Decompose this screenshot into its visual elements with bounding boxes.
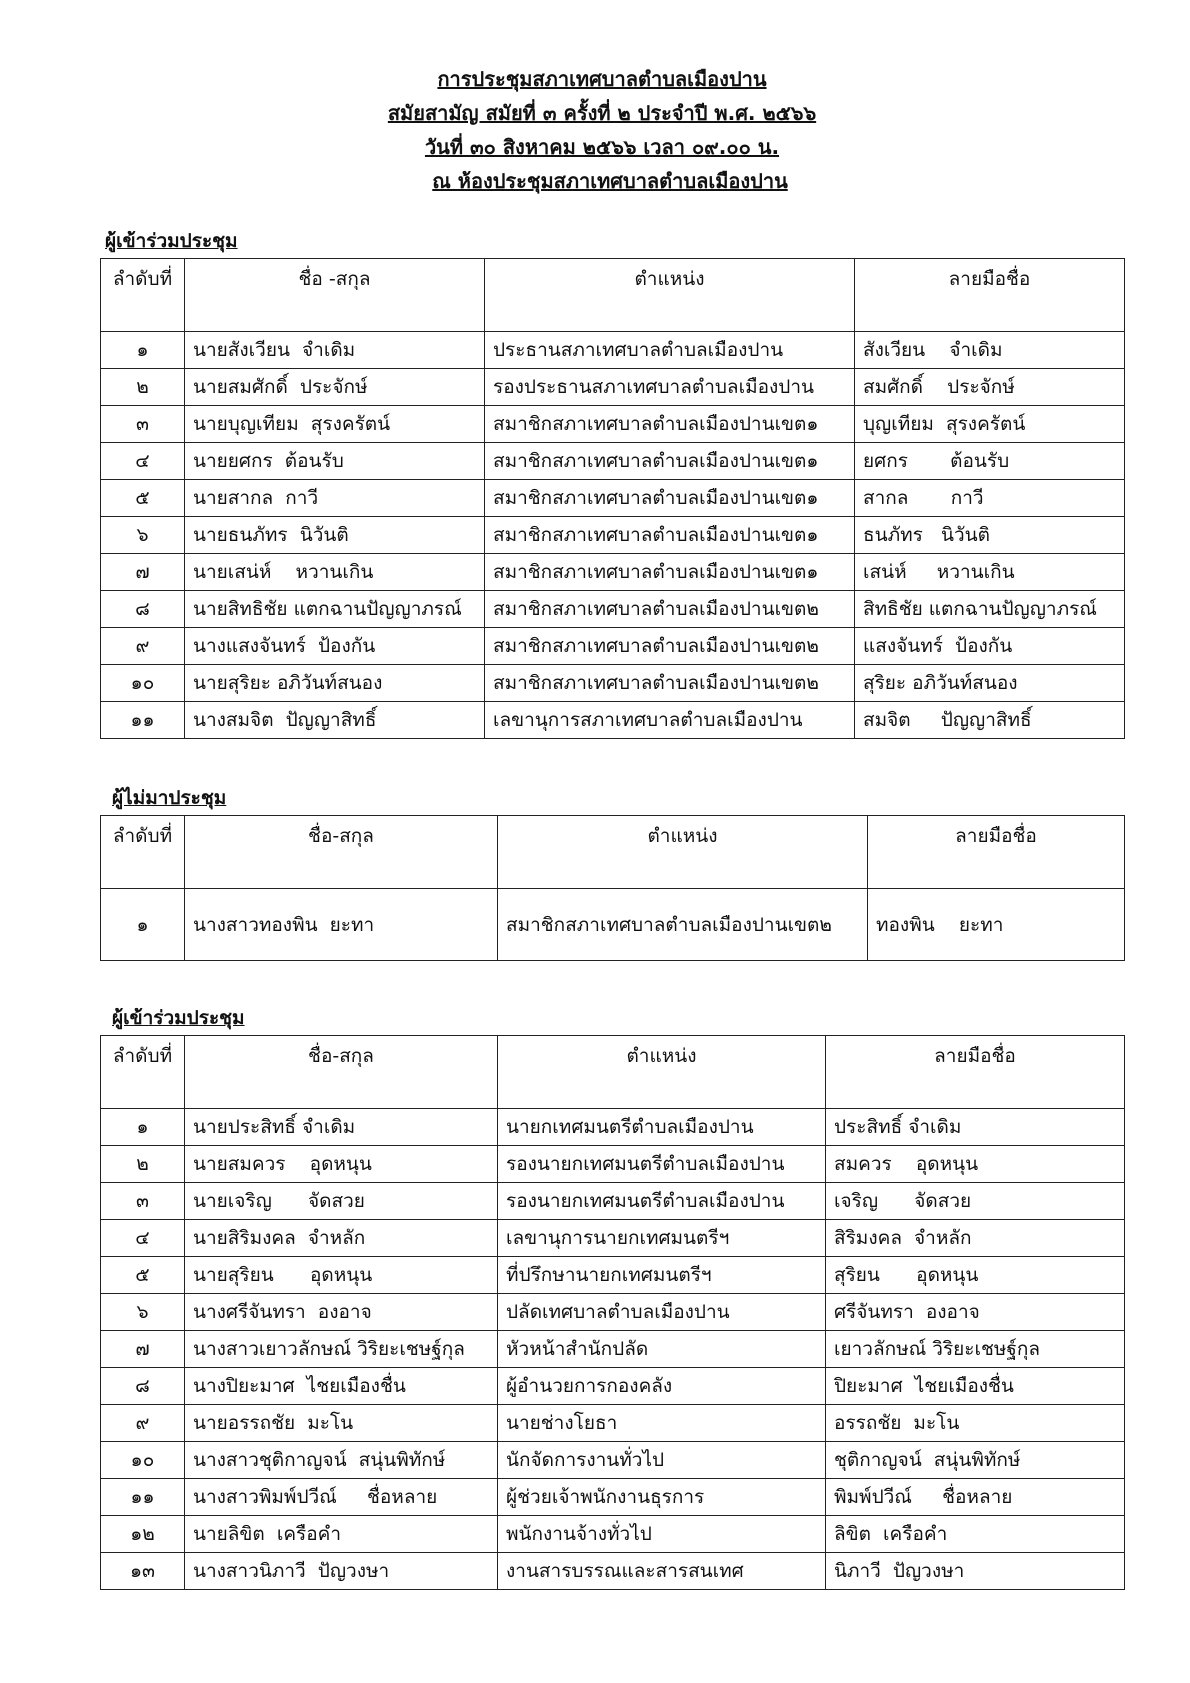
cell-signature: พิมพ์ปวีณ์ ชื่อหลาย: [826, 1479, 1125, 1516]
col-header-signature: ลายมือชื่อ: [855, 259, 1125, 332]
meeting-session: สมัยสามัญ สมัยที่ ๓ ครั้งที่ ๒ ประจำปี พ.ศ. ๒๕๖๖: [387, 101, 817, 125]
cell-position: รองนายกเทศมนตรีตำบลเมืองปาน: [498, 1183, 826, 1220]
table-row: [101, 517, 1125, 554]
cell-order: ๑๑: [101, 702, 185, 739]
cell-signature: สิทธิชัย แตกฉานปัญญาภรณ์: [855, 591, 1125, 628]
attendees-table: [100, 258, 1125, 739]
cell-name: นายยศกร ต้อนรับ: [185, 443, 485, 480]
cell-signature: ศรีจันทรา องอาจ: [826, 1294, 1125, 1331]
cell-signature: ทองพิน ยะทา: [868, 889, 1125, 961]
table-row: [101, 1331, 1125, 1368]
cell-name: นายเจริญ จัดสวย: [185, 1183, 498, 1220]
cell-order: ๑๒: [101, 1516, 185, 1553]
table-row: [101, 665, 1125, 702]
table-row: [101, 1479, 1125, 1516]
cell-position: สมาชิกสภาเทศบาลตำบลเมืองปานเขต๑: [485, 480, 855, 517]
col-header-position: ตำแหน่ง: [498, 1036, 826, 1109]
cell-name: นายเสน่ห์ หวานเกิน: [185, 554, 485, 591]
cell-signature: ลิขิต เครือคำ: [826, 1516, 1125, 1553]
cell-position: พนักงานจ้างทั่วไป: [498, 1516, 826, 1553]
cell-position: สมาชิกสภาเทศบาลตำบลเมืองปานเขต๒: [485, 665, 855, 702]
cell-name: นายสมศักดิ์ ประจักษ์: [185, 369, 485, 406]
table-row: [101, 1405, 1125, 1442]
cell-order: ๑๓: [101, 1553, 185, 1590]
cell-order: ๑๐: [101, 1442, 185, 1479]
cell-signature: สิริมงคล จำหลัก: [826, 1220, 1125, 1257]
cell-signature: สุริยน อุดหนุน: [826, 1257, 1125, 1294]
cell-order: ๗: [101, 554, 185, 591]
cell-order: ๙: [101, 1405, 185, 1442]
cell-position: สมาชิกสภาเทศบาลตำบลเมืองปานเขต๑: [485, 517, 855, 554]
cell-position: ประธานสภาเทศบาลตำบลเมืองปาน: [485, 332, 855, 369]
table-row: [101, 480, 1125, 517]
table-row: [101, 1109, 1125, 1146]
table-row: [101, 332, 1125, 369]
table-row: [101, 1146, 1125, 1183]
staff-attendees-table: [100, 1035, 1125, 1590]
cell-name: นางสมจิต ปัญญาสิทธิ์: [185, 702, 485, 739]
table-row: [101, 1516, 1125, 1553]
cell-order: ๘: [101, 1368, 185, 1405]
cell-order: ๖: [101, 1294, 185, 1331]
cell-order: ๔: [101, 1220, 185, 1257]
cell-signature: ประสิทธิ์ จำเดิม: [826, 1109, 1125, 1146]
cell-order: ๑: [101, 332, 185, 369]
cell-position: นักจัดการงานทั่วไป: [498, 1442, 826, 1479]
cell-position: ที่ปรึกษานายกเทศมนตรีฯ: [498, 1257, 826, 1294]
cell-signature: เยาวลักษณ์ วิริยะเชษฐ์กุล: [826, 1331, 1125, 1368]
cell-position: หัวหน้าสำนักปลัด: [498, 1331, 826, 1368]
col-header-order: ลำดับที่: [101, 259, 185, 332]
table-row: [101, 1368, 1125, 1405]
cell-position: ผู้อำนวยการกองคลัง: [498, 1368, 826, 1405]
cell-order: ๓: [101, 406, 185, 443]
cell-name: นายสากล กาวี: [185, 480, 485, 517]
cell-signature: ปิยะมาศ ไชยเมืองชื่น: [826, 1368, 1125, 1405]
cell-signature: แสงจันทร์ ป้องกัน: [855, 628, 1125, 665]
cell-order: ๖: [101, 517, 185, 554]
cell-order: ๑: [101, 889, 185, 961]
cell-position: ปลัดเทศบาลตำบลเมืองปาน: [498, 1294, 826, 1331]
col-header-position: ตำแหน่ง: [498, 816, 868, 889]
cell-position: รองประธานสภาเทศบาลตำบลเมืองปาน: [485, 369, 855, 406]
absentees-table: [100, 815, 1125, 961]
cell-signature: นิภาวี ปัญวงษา: [826, 1553, 1125, 1590]
col-header-name: ชื่อ-สกุล: [185, 816, 498, 889]
cell-order: ๕: [101, 480, 185, 517]
document-header: [0, 62, 1190, 198]
cell-signature: สุริยะ อภิวันท์สนอง: [855, 665, 1125, 702]
cell-name: นางสาวทองพิน ยะทา: [185, 889, 498, 961]
cell-signature: ยศกร ต้อนรับ: [855, 443, 1125, 480]
table-row: [101, 1553, 1125, 1590]
table-row: [101, 628, 1125, 665]
cell-signature: สมศักดิ์ ประจักษ์: [855, 369, 1125, 406]
cell-signature: สมจิต ปัญญาสิทธิ์: [855, 702, 1125, 739]
table-row: [101, 702, 1125, 739]
cell-order: ๕: [101, 1257, 185, 1294]
cell-position: รองนายกเทศมนตรีตำบลเมืองปาน: [498, 1146, 826, 1183]
cell-name: นางสาวนิภาวี ปัญวงษา: [185, 1553, 498, 1590]
meeting-title: การประชุมสภาเทศบาลตำบลเมืองปาน: [437, 67, 767, 91]
cell-signature: เจริญ จัดสวย: [826, 1183, 1125, 1220]
cell-order: ๔: [101, 443, 185, 480]
cell-signature: เสน่ห์ หวานเกิน: [855, 554, 1125, 591]
section-title-attendees: ผู้เข้าร่วมประชุม: [105, 230, 238, 252]
cell-name: นางปิยะมาศ ไชยเมืองชื่น: [185, 1368, 498, 1405]
table-row: [101, 1442, 1125, 1479]
cell-name: นายประสิทธิ์ จำเดิม: [185, 1109, 498, 1146]
cell-order: ๑: [101, 1109, 185, 1146]
cell-name: นางสาวเยาวลักษณ์ วิริยะเชษฐ์กุล: [185, 1331, 498, 1368]
cell-position: งานสารบรรณและสารสนเทศ: [498, 1553, 826, 1590]
cell-name: นายลิขิต เครือคำ: [185, 1516, 498, 1553]
table-header-row: [101, 259, 1125, 332]
table-row: [101, 889, 1125, 961]
cell-position: สมาชิกสภาเทศบาลตำบลเมืองปานเขต๑: [485, 443, 855, 480]
table-row: [101, 1257, 1125, 1294]
cell-position: สมาชิกสภาเทศบาลตำบลเมืองปานเขต๒: [485, 628, 855, 665]
cell-position: สมาชิกสภาเทศบาลตำบลเมืองปานเขต๒: [498, 889, 868, 961]
col-header-signature: ลายมือชื่อ: [868, 816, 1125, 889]
cell-name: นางสาวพิมพ์ปวีณ์ ชื่อหลาย: [185, 1479, 498, 1516]
col-header-order: ลำดับที่: [101, 1036, 185, 1109]
cell-name: นายสมควร อุดหนุน: [185, 1146, 498, 1183]
cell-signature: สังเวียน จำเดิม: [855, 332, 1125, 369]
cell-name: นายบุญเทียม สุรงครัตน์: [185, 406, 485, 443]
cell-position: เลขานุการนายกเทศมนตรีฯ: [498, 1220, 826, 1257]
cell-order: ๒: [101, 1146, 185, 1183]
cell-name: นายธนภัทร นิวันติ: [185, 517, 485, 554]
section-title-absentees: ผู้ไม่มาประชุม: [112, 787, 227, 809]
cell-name: นายสุริยน อุดหนุน: [185, 1257, 498, 1294]
table-row: [101, 443, 1125, 480]
section-title-staff-attendees: ผู้เข้าร่วมประชุม: [112, 1007, 245, 1029]
cell-order: ๓: [101, 1183, 185, 1220]
col-header-name: ชื่อ -สกุล: [185, 259, 485, 332]
table-header-row: [101, 1036, 1125, 1109]
cell-signature: สากล กาวี: [855, 480, 1125, 517]
table-row: [101, 1220, 1125, 1257]
table-row: [101, 591, 1125, 628]
col-header-position: ตำแหน่ง: [485, 259, 855, 332]
col-header-signature: ลายมือชื่อ: [826, 1036, 1125, 1109]
cell-position: สมาชิกสภาเทศบาลตำบลเมืองปานเขต๑: [485, 554, 855, 591]
cell-name: นายสังเวียน จำเดิม: [185, 332, 485, 369]
cell-order: ๑๑: [101, 1479, 185, 1516]
table-row: [101, 406, 1125, 443]
cell-order: ๒: [101, 369, 185, 406]
table-row: [101, 1183, 1125, 1220]
cell-signature: อรรถชัย มะโน: [826, 1405, 1125, 1442]
cell-name: นายสิริมงคล จำหลัก: [185, 1220, 498, 1257]
cell-name: นายอรรถชัย มะโน: [185, 1405, 498, 1442]
col-header-name: ชื่อ-สกุล: [185, 1036, 498, 1109]
cell-name: นางแสงจันทร์ ป้องกัน: [185, 628, 485, 665]
table-header-row: [101, 816, 1125, 889]
cell-signature: ธนภัทร นิวันติ: [855, 517, 1125, 554]
cell-name: นางศรีจันทรา องอาจ: [185, 1294, 498, 1331]
table-row: [101, 369, 1125, 406]
cell-name: นายสุริยะ อภิวันท์สนอง: [185, 665, 485, 702]
cell-position: เลขานุการสภาเทศบาลตำบลเมืองปาน: [485, 702, 855, 739]
cell-order: ๙: [101, 628, 185, 665]
cell-signature: บุญเทียม สุรงครัตน์: [855, 406, 1125, 443]
col-header-order: ลำดับที่: [101, 816, 185, 889]
cell-name: นางสาวชุติกาญจน์ สนุ่นพิทักษ์: [185, 1442, 498, 1479]
cell-position: นายช่างโยธา: [498, 1405, 826, 1442]
cell-order: ๘: [101, 591, 185, 628]
cell-signature: สมควร อุดหนุน: [826, 1146, 1125, 1183]
cell-position: สมาชิกสภาเทศบาลตำบลเมืองปานเขต๒: [485, 591, 855, 628]
cell-position: สมาชิกสภาเทศบาลตำบลเมืองปานเขต๑: [485, 406, 855, 443]
table-row: [101, 1294, 1125, 1331]
cell-position: นายกเทศมนตรีตำบลเมืองปาน: [498, 1109, 826, 1146]
cell-order: ๗: [101, 1331, 185, 1368]
cell-signature: ชุติกาญจน์ สนุ่นพิทักษ์: [826, 1442, 1125, 1479]
cell-name: นายสิทธิชัย แตกฉานปัญญาภรณ์: [185, 591, 485, 628]
table-row: [101, 554, 1125, 591]
meeting-location: ณ ห้องประชุมสภาเทศบาลตำบลเมืองปาน: [432, 169, 788, 193]
meeting-datetime: วันที่ ๓๐ สิงหาคม ๒๕๖๖ เวลา ๐๙.๐๐ น.: [424, 135, 780, 159]
cell-position: ผู้ช่วยเจ้าพนักงานธุรการ: [498, 1479, 826, 1516]
cell-order: ๑๐: [101, 665, 185, 702]
